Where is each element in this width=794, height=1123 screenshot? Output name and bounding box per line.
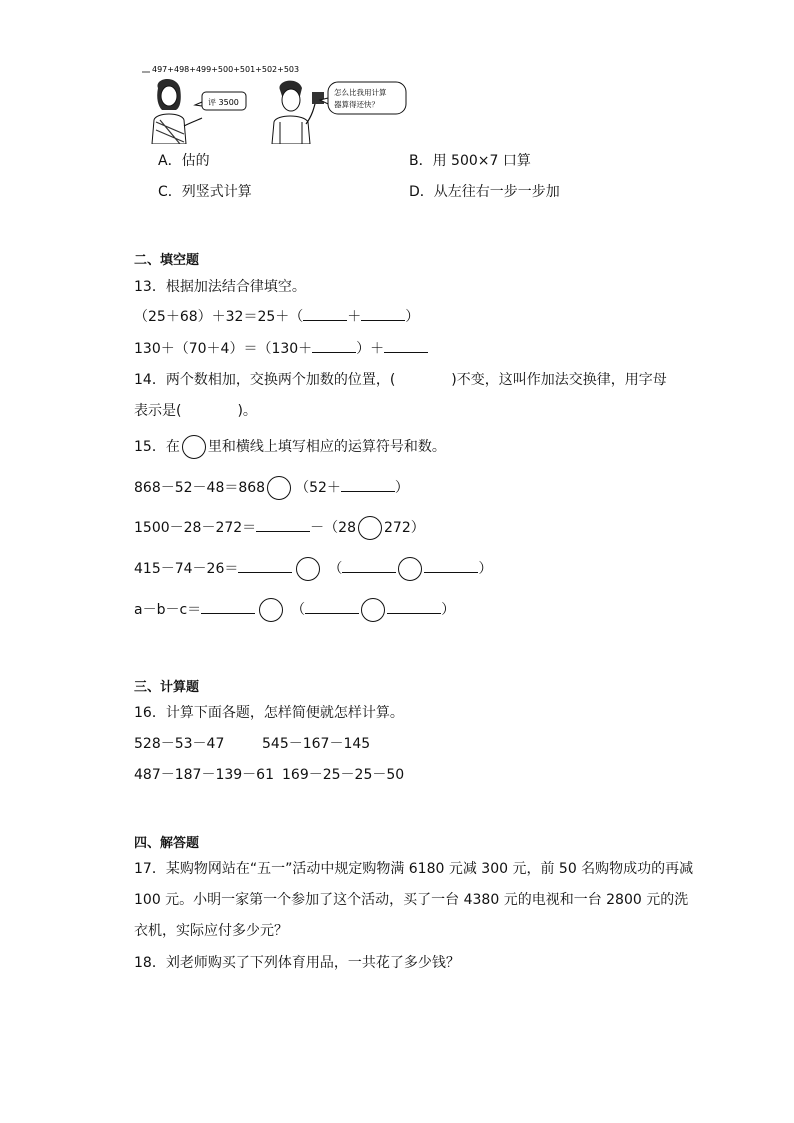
q15-line3-part-c: ）	[478, 561, 493, 577]
q13-line1-part-b: ＋	[347, 309, 362, 325]
q13-line1	[134, 306, 419, 326]
q14-line2-part-b: )。	[237, 403, 257, 419]
q16-expr-2: 545－167－145	[262, 736, 371, 752]
boy-speech-bubble	[320, 82, 406, 114]
q13-line2	[134, 338, 428, 358]
q13-line2-part-a: 130＋（70＋4）＝（130＋	[134, 341, 313, 357]
q17-line2: 100 元。小明一家第一个参加了这个活动，买了一台 4380 元的电视和一台 2800 元的洗	[134, 892, 689, 908]
option-b: B．用 500×7 口算	[409, 153, 531, 169]
figure-expression: 497+498+499+500+501+502+503	[152, 65, 300, 74]
q13-blank-1[interactable]	[303, 306, 347, 321]
boy-figure	[272, 81, 324, 144]
q15-circle-6[interactable]	[361, 598, 385, 622]
q15-line4-part-b: （	[291, 602, 306, 618]
girl-bubble-text: 评 3500	[208, 98, 239, 107]
q13-blank-2[interactable]	[361, 306, 405, 321]
q15-blank-1[interactable]	[341, 477, 395, 492]
q15-line2	[134, 516, 425, 540]
q15-line1-part-a: 868－52－48＝868	[134, 480, 266, 496]
q16-expr-3: 487－187－139－61	[134, 767, 274, 783]
illustration-svg	[140, 60, 420, 144]
q14-line1	[134, 369, 667, 389]
option-a: A．估的	[158, 153, 210, 169]
section-title-word-problems: 四、解答题	[134, 836, 200, 851]
q15-blank-5[interactable]	[424, 558, 478, 573]
q15-blank-4[interactable]	[342, 558, 396, 573]
q18-stem: 18．刘老师购买了下列体育用品，一共花了多少钱？	[134, 955, 460, 971]
q15-stem	[134, 435, 446, 459]
section-title-fill-blank: 二、填空题	[134, 253, 200, 268]
boy-bubble-line2: 器算得还快？	[334, 100, 379, 109]
girl-speech-bubble	[195, 92, 246, 110]
q15-line2-part-a: 1500－28－272＝	[134, 520, 257, 536]
q15-line3	[134, 557, 492, 581]
q15-blank-3[interactable]	[238, 558, 292, 573]
q15-line2-part-c: 272）	[384, 520, 425, 536]
q15-blank-7[interactable]	[305, 599, 359, 614]
q15-line1-part-c: ）	[394, 480, 409, 496]
q13-stem: 13．根据加法结合律填空。	[134, 279, 306, 295]
q15-stem-part-a: 15．在	[134, 439, 180, 455]
q15-line2-part-b: －（28	[310, 520, 356, 536]
q15-line3-part-a: 415－74－26＝	[134, 561, 239, 577]
q15-line1	[134, 476, 409, 500]
q13-line1-part-c: ）	[405, 309, 420, 325]
q15-line4-part-a: a－b－c＝	[134, 602, 202, 618]
q15-blank-2[interactable]	[256, 517, 310, 532]
girl-figure	[152, 79, 202, 144]
option-c: C．列竖式计算	[158, 184, 252, 200]
q14-line2	[134, 400, 257, 420]
q15-line4	[134, 598, 455, 622]
section-title-calculation: 三、计算题	[134, 680, 200, 695]
q15-stem-circle-icon	[182, 435, 206, 459]
q13-line2-part-b: ）＋	[356, 341, 385, 357]
q15-circle-1[interactable]	[267, 476, 291, 500]
boy-bubble-line1: 怎么比我用计算	[334, 88, 387, 97]
q15-circle-3[interactable]	[296, 557, 320, 581]
q15-circle-2[interactable]	[358, 516, 382, 540]
q16-expr-1: 528－53－47	[134, 736, 225, 752]
q14-line1-part-a: 14．两个数相加，交换两个加数的位置，(	[134, 372, 396, 388]
q15-blank-6[interactable]	[201, 599, 255, 614]
illustration	[140, 60, 420, 144]
q13-blank-3[interactable]	[312, 338, 356, 353]
q15-line4-part-c: ）	[441, 602, 456, 618]
q14-line2-part-a: 表示是(	[134, 403, 182, 419]
q15-line1-part-b: （52＋	[295, 480, 341, 496]
q15-line3-part-b: （	[328, 561, 343, 577]
q17-line1: 17．某购物网站在“五一”活动中规定购物满 6180 元减 300 元，前 50 名购物成功的再减	[134, 861, 694, 877]
option-d: D．从左往右一步一步加	[409, 184, 560, 200]
q15-stem-part-b: 里和横线上填写相应的运算符号和数。	[207, 439, 446, 455]
q13-blank-4[interactable]	[384, 338, 428, 353]
q13-line1-part-a: （25＋68）＋32＝25＋（	[134, 309, 304, 325]
q17-line3: 衣机，实际应付多少元？	[134, 923, 288, 939]
q14-line1-part-b: )不变，这叫作加法交换律，用字母	[451, 372, 667, 388]
q16-expr-4: 169－25－25－50	[282, 767, 405, 783]
q16-stem: 16．计算下面各题，怎样简便就怎样计算。	[134, 705, 404, 721]
q15-circle-4[interactable]	[398, 557, 422, 581]
q15-circle-5[interactable]	[259, 598, 283, 622]
q15-blank-8[interactable]	[387, 599, 441, 614]
